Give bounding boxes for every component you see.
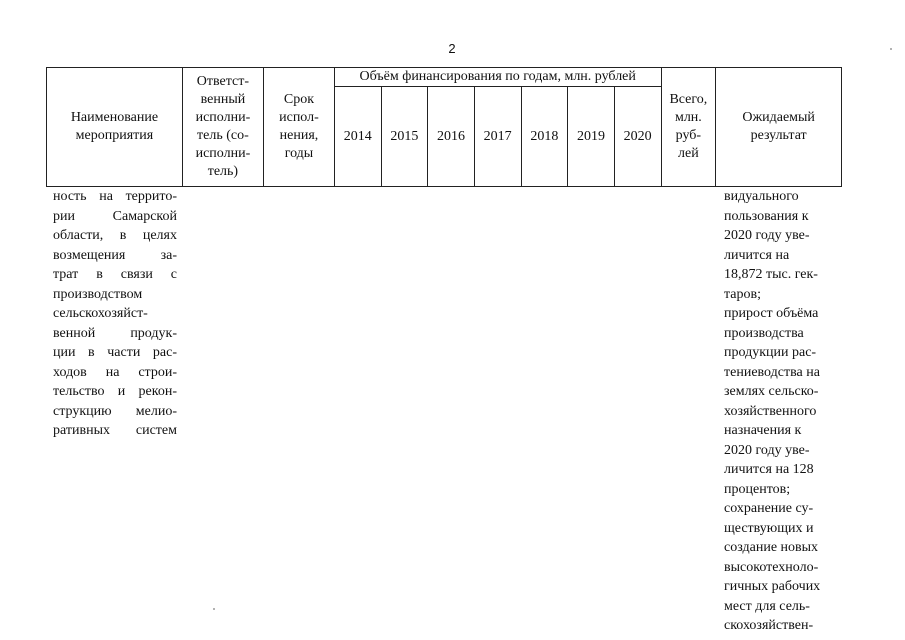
expected-result-line: производства: [724, 325, 804, 341]
measure-name-line: [53, 402, 177, 422]
header-term-line: годы: [284, 146, 314, 161]
header-year-cell: 2014: [334, 87, 381, 187]
header-year-cell: 2018: [521, 87, 568, 187]
expected-result-line: пользования к: [724, 208, 809, 224]
word: возмещения: [53, 247, 126, 263]
word: части: [107, 345, 141, 360]
header-total-cell: [661, 68, 716, 187]
word: трат: [53, 267, 79, 282]
word: венной: [53, 325, 96, 341]
header-responsible-line: тель (со-: [197, 128, 249, 143]
word: ходов: [53, 364, 87, 380]
expected-result-line: высокотехноло-: [724, 559, 819, 575]
word: ность: [53, 189, 87, 204]
measure-name-line: [53, 343, 177, 363]
expected-result-line: хозяйственного: [724, 403, 817, 419]
word: мелио-: [135, 403, 177, 419]
word: связи: [120, 267, 153, 282]
measure-name-line: сельскохозяйст-: [53, 306, 148, 321]
measure-name-line: производством: [53, 286, 143, 302]
word: рекон-: [138, 384, 177, 399]
header-year-cell: 2015: [381, 87, 428, 187]
expected-result-line: 2020 году уве-: [724, 442, 810, 458]
measure-name-line: [53, 265, 177, 285]
word: области,: [53, 228, 104, 243]
expected-result-line: назначения к: [724, 423, 802, 438]
header-total-line: руб-: [675, 128, 702, 143]
word: тельство: [53, 384, 105, 399]
header-responsible-cell: [182, 68, 263, 187]
header-year-cell: 2020: [614, 87, 661, 187]
header-term-cell: [263, 68, 334, 187]
expected-result-line: скохозяйствен-: [724, 618, 814, 633]
expected-result-line: личится на 128: [724, 462, 814, 477]
header-responsible-line: венный: [200, 92, 246, 107]
expected-result-line: 2020 году уве-: [724, 228, 810, 243]
header-responsible-line: исполни-: [195, 146, 251, 161]
expected-result-line: процентов;: [724, 481, 791, 497]
word: строи-: [138, 364, 177, 380]
word: за-: [160, 247, 177, 263]
word: продук-: [130, 325, 177, 341]
header-name-line: Наименование: [70, 110, 159, 125]
expected-result-line: таров;: [724, 286, 762, 302]
header-term-line: Срок: [283, 92, 315, 107]
header-term-line: испол-: [279, 110, 319, 125]
scan-speck: [890, 48, 892, 50]
word: систем: [135, 423, 177, 438]
expected-result-line: 18,872 тыс. гек-: [724, 267, 818, 282]
header-year-cell: 2016: [428, 87, 475, 187]
header-name-cell: [47, 68, 183, 187]
word: рии: [53, 208, 75, 224]
expected-result-line: сохранение су-: [724, 501, 814, 516]
expected-result-text: [724, 187, 842, 636]
header-responsible-line: исполни-: [195, 110, 251, 125]
header-total-line: Всего,: [669, 92, 708, 107]
header-result-line: Ожидаемый: [742, 110, 815, 125]
word: на: [99, 189, 113, 204]
header-result-line: результат: [750, 128, 807, 143]
header-responsible-line: Ответст-: [196, 74, 250, 89]
expected-result-line: землях сельско-: [724, 384, 819, 399]
header-term-line: нения,: [279, 128, 319, 143]
header-year-cell: 2017: [474, 87, 521, 187]
word: террито-: [125, 189, 177, 204]
measure-name-line: [53, 363, 177, 383]
header-result-cell: [716, 68, 842, 187]
expected-result-line: видуального: [724, 189, 799, 204]
expected-result-line: продукции рас-: [724, 345, 817, 360]
measure-name-line: [53, 246, 177, 266]
expected-result-line: мест для сель-: [724, 598, 810, 614]
measure-name-line: [53, 421, 177, 441]
expected-result-line: ществующих и: [724, 520, 814, 536]
header-name-line: мероприятия: [75, 128, 154, 143]
header-total-line: млн.: [674, 110, 702, 125]
word: струкцию: [53, 403, 112, 419]
word: в: [96, 267, 103, 282]
measure-name-line: [53, 324, 177, 344]
word: в: [88, 345, 95, 360]
measure-name-line: [53, 187, 177, 207]
word: в: [119, 228, 127, 243]
word: и: [117, 384, 126, 399]
expected-result-line: гичных рабочих: [724, 579, 821, 594]
expected-result-line: создание новых: [724, 540, 819, 555]
word: с: [170, 267, 177, 282]
header-total-line: лей: [678, 146, 699, 161]
word: ции: [53, 345, 76, 360]
measure-name-text: [53, 187, 177, 441]
word: рас-: [152, 345, 177, 360]
expected-result-line: прирост объёма: [724, 306, 819, 321]
header-year-cell: 2019: [568, 87, 615, 187]
header-table: [46, 67, 842, 187]
page-number: 2: [448, 41, 456, 56]
header-responsible-line: тель): [207, 164, 239, 179]
expected-result-line: тениеводства на: [724, 364, 820, 380]
measure-name-line: [53, 226, 177, 246]
word: ративных: [53, 423, 110, 438]
word: Самарской: [112, 208, 177, 224]
expected-result-line: личится на: [724, 247, 790, 263]
word: целях: [142, 228, 177, 243]
measure-name-line: [53, 382, 177, 402]
measure-name-line: [53, 207, 177, 227]
word: на: [105, 364, 120, 380]
scan-speck: [213, 608, 215, 610]
header-funding-title: Объём финансирования по годам, млн. рублей: [334, 68, 661, 87]
